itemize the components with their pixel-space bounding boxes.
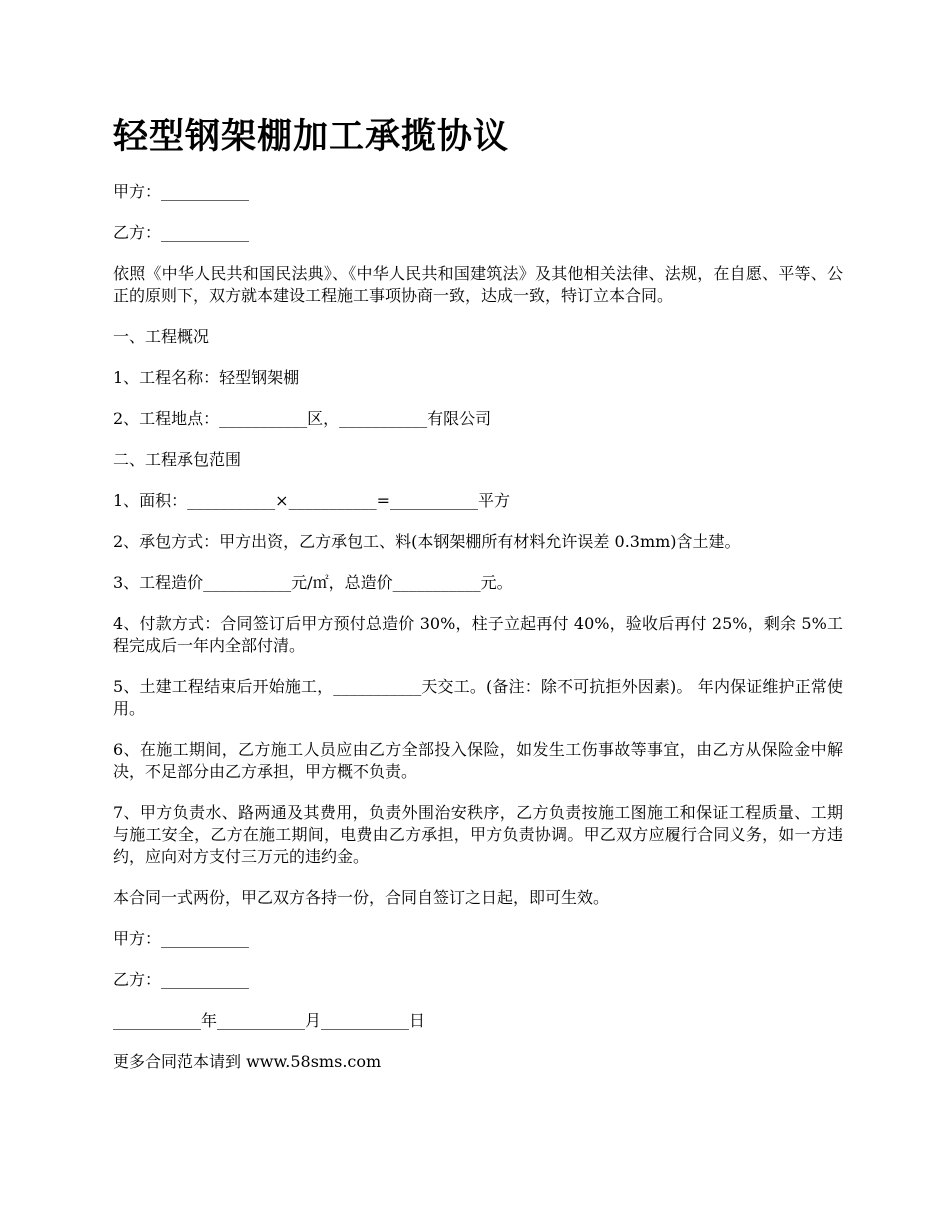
clause-project-name: 1、工程名称：轻型钢架棚 xyxy=(113,368,300,387)
party-b-line: 乙方：___________ xyxy=(113,223,250,242)
document-title: 轻型钢架棚加工承揽协议 xyxy=(113,117,510,157)
clause-project-cost: 3、工程造价___________元/㎡，总造价___________元。 xyxy=(113,573,513,592)
footer-more-templates: 更多合同范本请到 www.58sms.com xyxy=(113,1052,382,1071)
clause-area: 1、面积：___________×___________=___________平方 xyxy=(113,491,510,510)
signature-party-a: 甲方：___________ xyxy=(113,929,250,948)
clause-payment-method: 4、付款方式：合同签订后甲方预付总造价 30%，柱子立起再付 40%，验收后再付 25%，剩余 5%工程完成后一年内全部付清。 xyxy=(113,614,843,655)
signature-party-b: 乙方：___________ xyxy=(113,970,250,989)
clause-construction-schedule: 5、土建工程结束后开始施工，___________天交工。(备注：除不可抗拒外因素)。 年内保证维护正常使用。 xyxy=(113,677,843,718)
signature-date: ___________年___________月___________日 xyxy=(113,1011,426,1030)
section-heading-scope: 二、工程承包范围 xyxy=(113,450,242,469)
effectiveness-statement: 本合同一式两份，甲乙双方各持一份，合同自签订之日起，即可生效。 xyxy=(113,888,610,907)
clause-project-location: 2、工程地点：___________区，___________有限公司 xyxy=(113,409,492,428)
clause-insurance: 6、在施工期间，乙方施工人员应由乙方全部投入保险，如发生工伤事故等事宜，由乙方从保险金中解决，不足部分由乙方承担，甲方概不负责。 xyxy=(113,740,843,781)
preamble-paragraph: 依照《中华人民共和国民法典》、《中华人民共和国建筑法》及其他相关法律、法规，在自愿、平等、公正的原则下，双方就本建设工程施工事项协商一致，达成一致，特订立本合同。 xyxy=(113,264,843,305)
clause-responsibilities: 7、甲方负责水、路两通及其费用，负责外围治安秩序，乙方负责按施工图施工和保证工程质量、工期与施工安全，乙方在施工期间，电费由乙方承担，甲方负责协调。甲乙双方应履行合同义务，如一方违约，应向对方支付三万元的违约金。 xyxy=(113,803,843,866)
clause-contract-method: 2、承包方式：甲方出资，乙方承包工、料(本钢架棚所有材料允许误差 0.3mm)含土建。 xyxy=(113,532,741,551)
party-a-line: 甲方：___________ xyxy=(113,182,250,201)
section-heading-overview: 一、工程概况 xyxy=(113,327,210,346)
document-page xyxy=(113,112,843,1092)
